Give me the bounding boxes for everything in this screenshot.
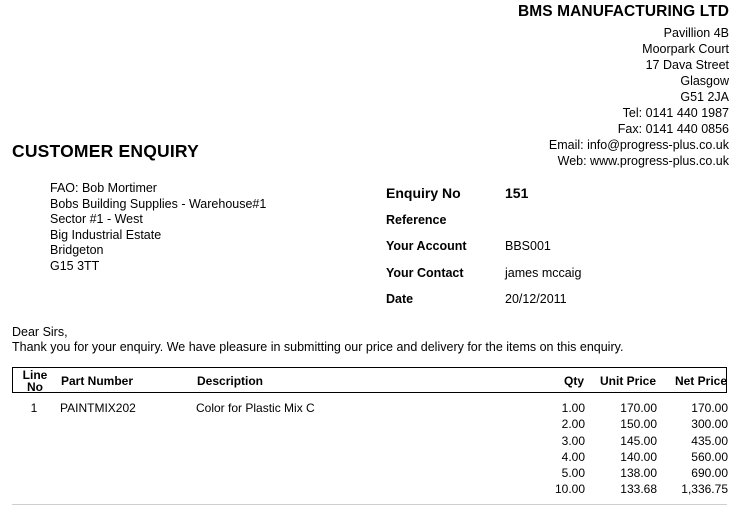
info-label: Date	[386, 292, 414, 307]
customer-address-line: Sector #1 - West	[50, 212, 143, 226]
company-email: Email: info@progress-plus.co.uk	[548, 138, 729, 152]
company-web: Web: www.progress-plus.co.uk	[557, 154, 729, 168]
cell-unit-price: 140.00	[620, 449, 657, 464]
customer-address-line: G15 3TT	[50, 258, 100, 273]
customer-address-line: Big Industrial Estate	[50, 227, 162, 242]
company-block	[518, 3, 729, 169]
info-row-contact	[386, 260, 581, 287]
info-value: james mccaig	[505, 265, 582, 280]
column-header-part-number: Part Number	[61, 374, 134, 388]
customer-address	[50, 181, 266, 274]
customer-address-line: Bridgeton	[50, 243, 104, 257]
cell-net-price: 300.00	[691, 417, 728, 432]
cell-line-no: 1	[30, 401, 38, 415]
info-label: Your Contact	[386, 265, 464, 280]
company-address-line: Moorpark Court	[642, 42, 729, 56]
info-row-reference	[386, 207, 581, 234]
info-value: BBS001	[505, 239, 551, 254]
greeting-body: Thank you for your enquiry. We have pleasure in submitting our price and delivery for the items on this enquiry.	[12, 340, 624, 354]
customer-address-line: FAO: Bob Mortimer	[50, 181, 157, 195]
company-address-line: 17 Dava Street	[645, 58, 729, 72]
info-label: Your Account	[386, 239, 467, 254]
cell-unit-price: 150.00	[620, 417, 657, 432]
cell-unit-price: 145.00	[620, 433, 657, 448]
cell-net-price: 435.00	[691, 433, 728, 448]
column-header-qty: Qty	[563, 374, 584, 388]
cell-unit-price: 138.00	[620, 466, 657, 481]
company-name: BMS MANUFACTURING LTD	[517, 3, 729, 20]
info-row-account	[386, 233, 581, 260]
company-fax: Fax: 0141 440 0856	[617, 122, 729, 136]
company-address-line: Glasgow	[680, 74, 729, 88]
enquiry-info	[386, 180, 581, 313]
company-address-line: Pavillion 4B	[663, 26, 729, 40]
cell-qty: 5.00	[561, 466, 585, 481]
table-row	[12, 465, 727, 481]
customer-address-line: Bobs Building Supplies - Warehouse#1	[50, 196, 267, 211]
cell-unit-price: 170.00	[620, 401, 657, 415]
table-header	[12, 367, 727, 393]
column-header-net-price: Net Price	[674, 374, 727, 388]
cell-net-price: 1,336.75	[681, 482, 728, 497]
cell-qty: 1.00	[561, 401, 585, 415]
cell-qty: 3.00	[561, 433, 585, 448]
table-bottom-rule	[12, 504, 727, 505]
cell-unit-price: 133.68	[620, 482, 657, 497]
cell-qty: 2.00	[561, 417, 585, 432]
cell-qty: 10.00	[554, 482, 585, 497]
greeting	[12, 325, 623, 355]
table-row	[12, 481, 727, 497]
table-body	[12, 400, 727, 498]
info-value: 20/12/2011	[505, 292, 567, 307]
table-row	[12, 400, 727, 416]
company-tel: Tel: 0141 440 1987	[622, 106, 729, 120]
column-header-line-no-bottom: No	[27, 380, 43, 394]
cell-net-price: 170.00	[691, 401, 728, 415]
company-address-line: G51 2JA	[680, 90, 729, 104]
column-header-unit-price: Unit Price	[599, 374, 656, 388]
info-value: 151	[505, 185, 529, 202]
cell-net-price: 560.00	[691, 449, 728, 464]
document-title: CUSTOMER ENQUIRY	[12, 141, 199, 161]
info-label: Enquiry No	[386, 185, 461, 202]
column-header-line-no	[13, 369, 57, 393]
salutation: Dear Sirs,	[12, 325, 68, 339]
cell-part-number: PAINTMIX202	[60, 401, 136, 415]
cell-net-price: 690.00	[691, 466, 728, 481]
table-row	[12, 433, 727, 449]
info-row-date	[386, 286, 581, 313]
table-row	[12, 449, 727, 465]
cell-description: Color for Plastic Mix C	[196, 401, 315, 415]
info-row-enquiry-no	[386, 180, 581, 207]
info-label: Reference	[386, 212, 447, 227]
column-header-description: Description	[197, 374, 264, 388]
column-header-line-no-top: Line	[22, 368, 48, 382]
table-row	[12, 416, 727, 432]
cell-qty: 4.00	[561, 449, 585, 464]
